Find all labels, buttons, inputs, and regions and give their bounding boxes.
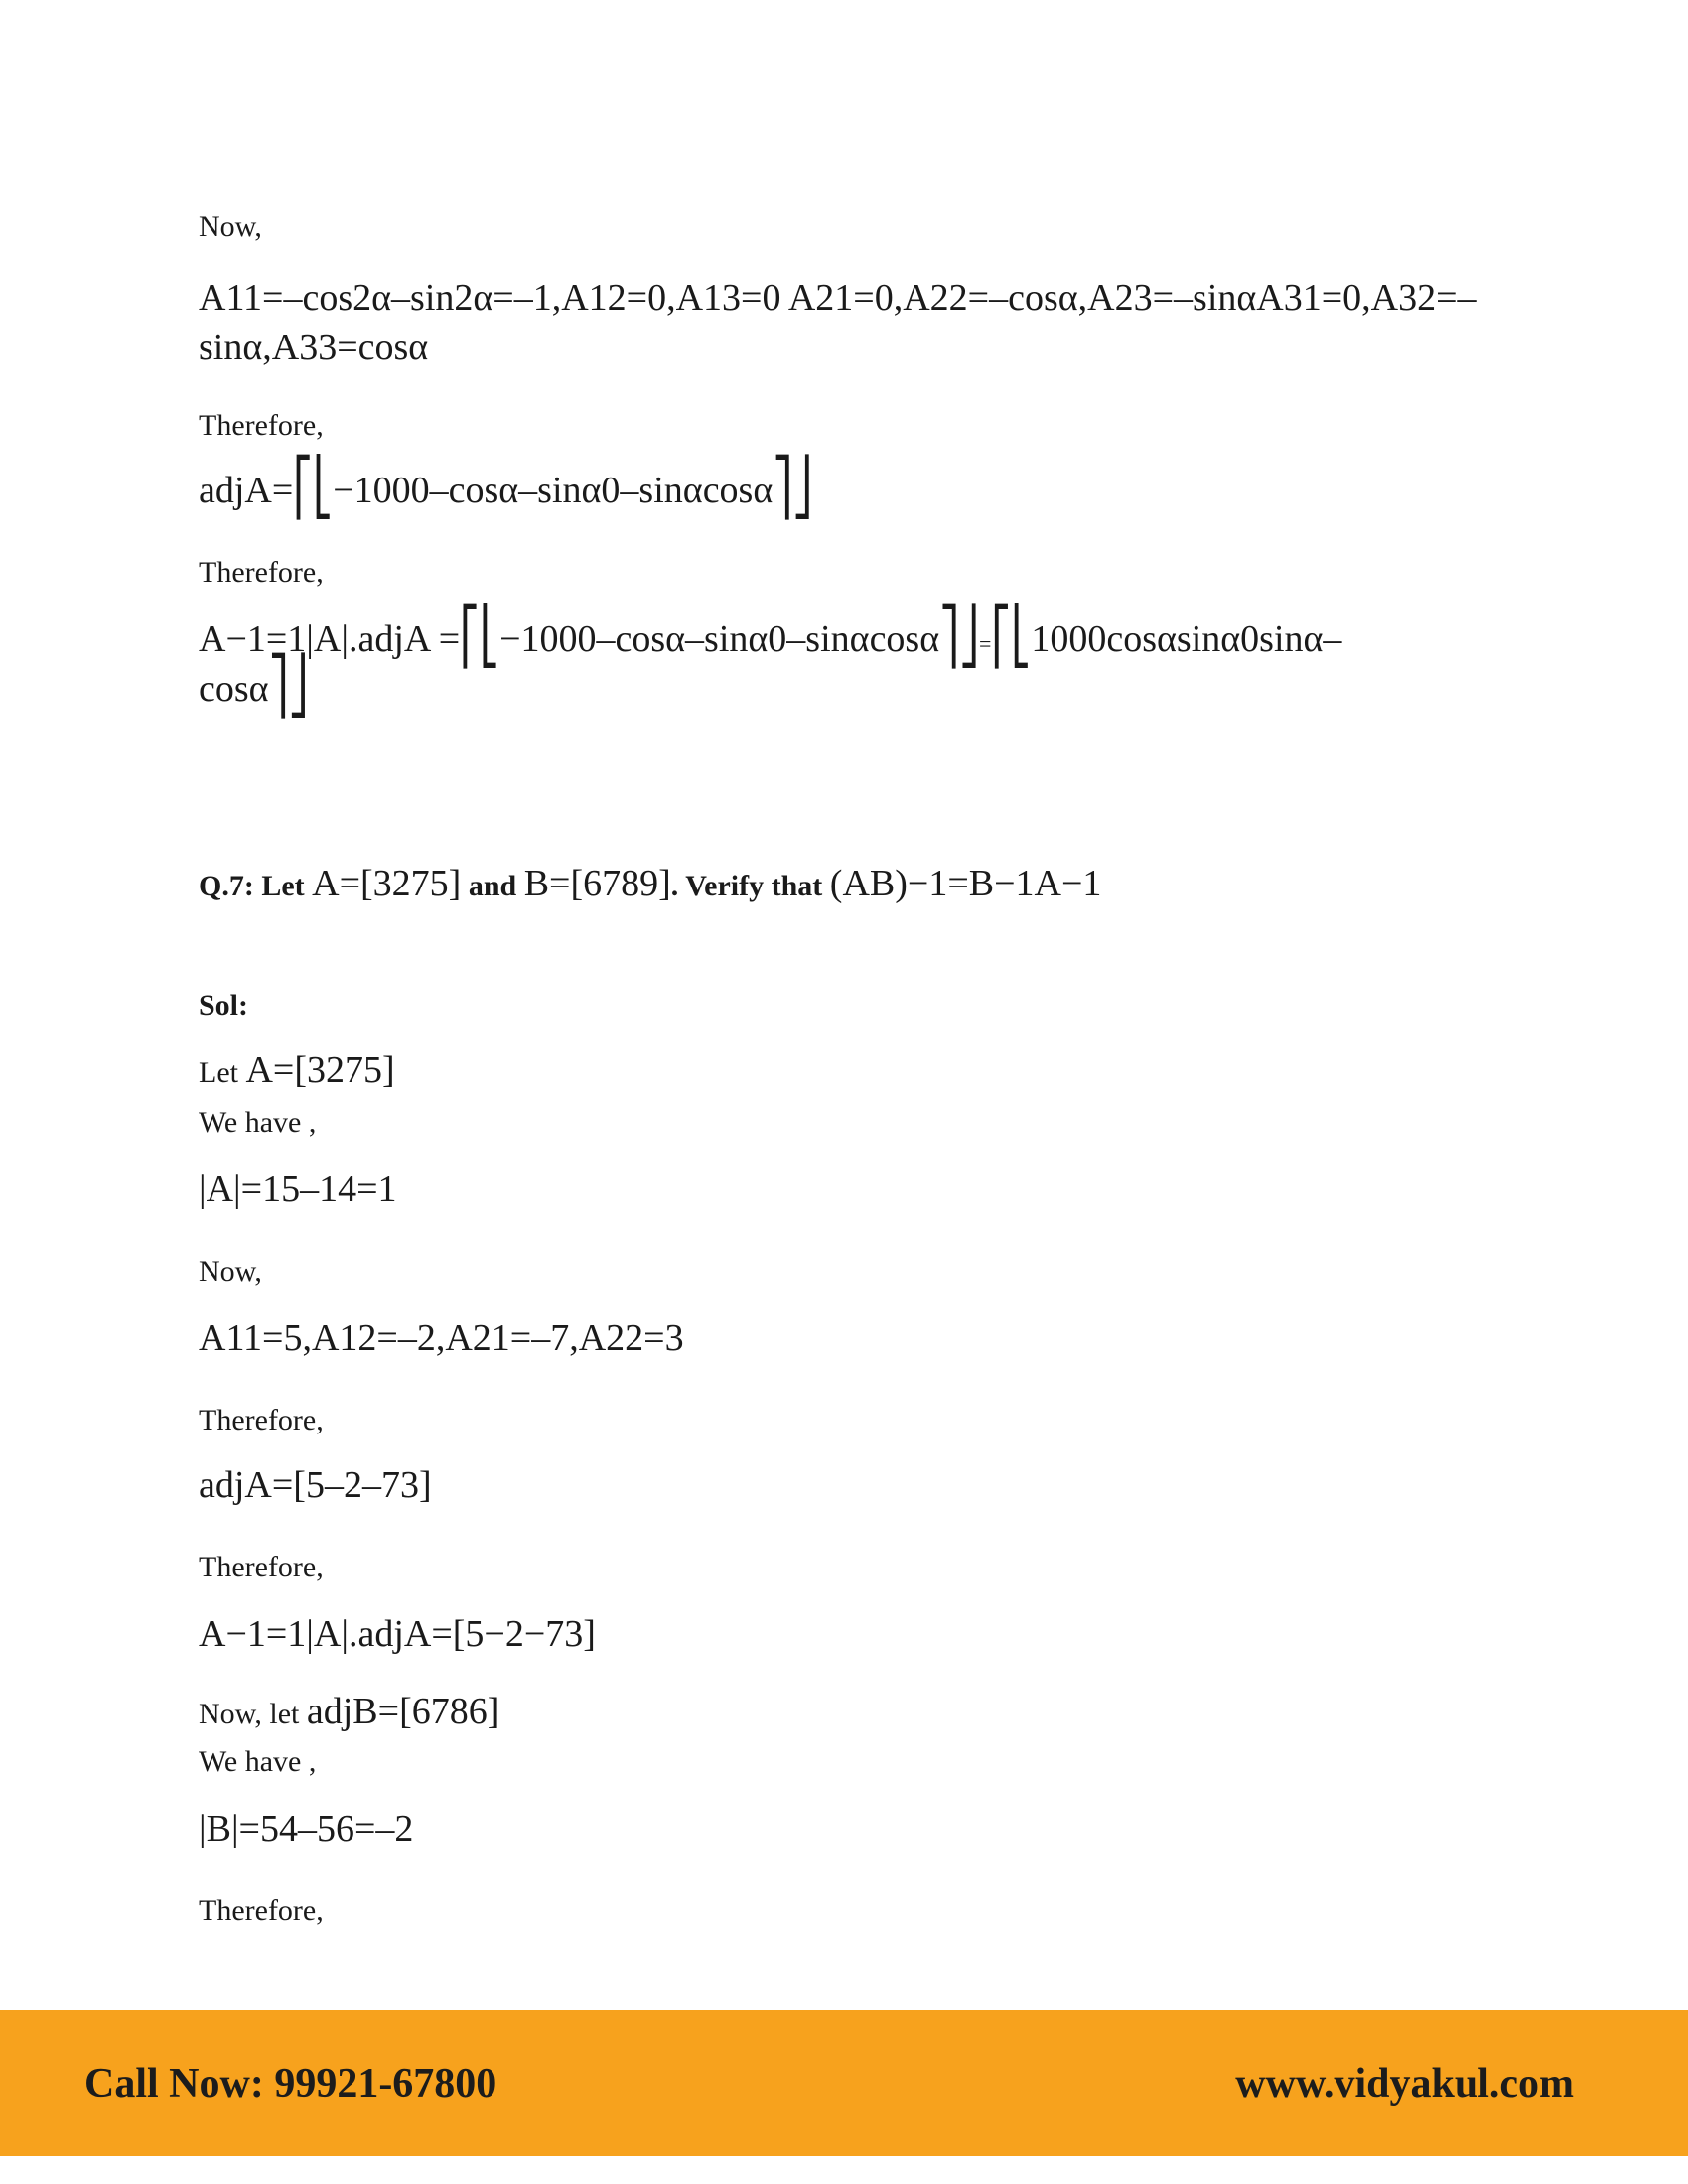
q7-and: and: [461, 870, 524, 902]
right-bracket-icon: ⎤⎦: [939, 605, 980, 668]
inverse-equation-line-1: [199, 605, 1342, 668]
adjoint-b: adjB=[6786]: [306, 1691, 500, 1732]
equals-sign: =: [979, 631, 992, 656]
therefore-label-5: Therefore,: [199, 1894, 324, 1927]
determinant-a: |A|=15–14=1: [199, 1168, 397, 1210]
let-a-line: [199, 1048, 395, 1092]
left-bracket-icon: ⎡⎣: [991, 605, 1032, 668]
adj-matrix-body: −1000–cosα–sinα0–sinαcosα: [333, 470, 774, 511]
inverse-result-cont: cosα: [199, 668, 269, 710]
website-link[interactable]: www.vidyakul.com: [1235, 2061, 1574, 2107]
inverse-result: 1000cosαsinα0sinα–: [1031, 618, 1342, 660]
therefore-label-4: Therefore,: [199, 1551, 324, 1583]
determinant-b: |B|=54–56=–2: [199, 1808, 414, 1849]
now-label-1: Now,: [199, 210, 262, 243]
therefore-label-2: Therefore,: [199, 556, 324, 589]
we-have-label-2: We have ,: [199, 1745, 317, 1778]
q7-prefix: Q.7: Let: [199, 870, 313, 902]
solution-label: Sol:: [199, 989, 249, 1022]
left-bracket-icon: ⎡⎣: [293, 456, 334, 519]
inverse-a: A−1=1|A|.adjA=[5−2−73]: [199, 1613, 596, 1655]
we-have-label-1: We have ,: [199, 1106, 317, 1139]
q7-matrix-a: A=[3275]: [312, 863, 462, 904]
adjoint-a: adjA=[5–2–73]: [199, 1464, 432, 1506]
inverse-equation-line-2: [199, 654, 309, 718]
let-adj-b-line: [199, 1690, 499, 1733]
let-a-matrix: A=[3275]: [245, 1049, 395, 1091]
now-label-2: Now,: [199, 1255, 262, 1288]
inverse-lhs: A−1=1|A|.adjA =: [199, 618, 461, 660]
cofactors-line-1: A11=–cos2α–sin2α=–1,A12=0,A13=0 A21=0,A22=–cosα,A23=–sinαA31=0,A32=–: [199, 277, 1477, 319]
question-7: [199, 862, 1101, 905]
adj-equation: [199, 456, 813, 519]
footer-banner: [0, 2010, 1688, 2156]
q7-identity: (AB)−1=B−1A−1: [829, 863, 1102, 904]
right-bracket-icon: ⎤⎦: [268, 654, 309, 718]
q7-matrix-b: B=[6789]: [523, 863, 671, 904]
let-prefix: Let: [199, 1056, 246, 1089]
left-bracket-icon: ⎡⎣: [460, 605, 500, 668]
cofactors-line-2: sinα,A33=cosα: [199, 327, 429, 368]
therefore-label-1: Therefore,: [199, 409, 324, 442]
q7-verify: . Verify that: [670, 870, 830, 902]
therefore-label-3: Therefore,: [199, 1404, 324, 1436]
cofactors-a: A11=5,A12=–2,A21=–7,A22=3: [199, 1317, 684, 1359]
call-now-text: Call Now: 99921-67800: [84, 2061, 497, 2107]
right-bracket-icon: ⎤⎦: [773, 456, 813, 519]
let-b-prefix: Now, let: [199, 1698, 307, 1730]
adj-lhs: adjA=: [199, 470, 294, 511]
inverse-matrix-body: −1000–cosα–sinα0–sinαcosα: [499, 618, 940, 660]
